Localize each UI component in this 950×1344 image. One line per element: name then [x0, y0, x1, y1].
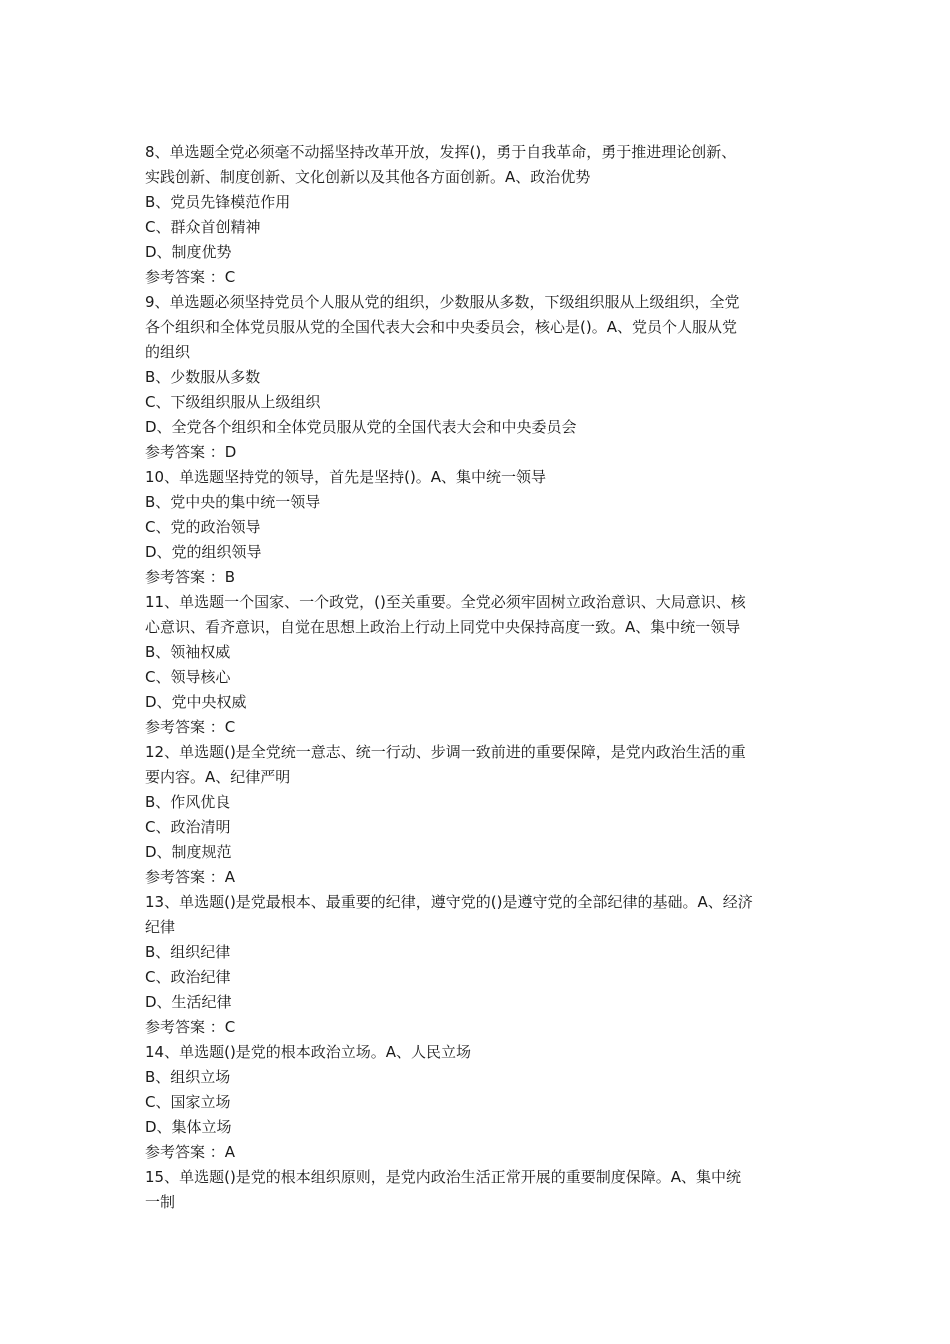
text-line: B、组织纪律 — [145, 943, 231, 961]
text-line: C、政治清明 — [145, 818, 231, 836]
answer-line: 参考答案 ：C — [145, 1018, 236, 1036]
text-line: D、党的组织领导 — [145, 543, 262, 561]
answer-line: 参考答案 ：C — [145, 268, 236, 286]
text-line: C、政治纪律 — [145, 968, 231, 986]
text-line: 纪律 — [145, 918, 176, 936]
text-line: 一制 — [145, 1193, 176, 1211]
text-line: B、党员先锋模范作用 — [145, 193, 291, 211]
text-line: C、国家立场 — [145, 1093, 231, 1111]
text-line: 12、单选题()是全党统一意志、统一行动、步调一致前进的重要保障，是党内政治生活的重 — [145, 743, 746, 761]
text-line: B、作风优良 — [145, 793, 231, 811]
text-line: 9、单选题必须坚持党员个人服从党的组织，少数服从多数，下级组织服从上级组织，全党 — [145, 293, 740, 311]
text-line: D、全党各个组织和全体党员服从党的全国代表大会和中央委员会 — [145, 418, 577, 436]
text-line: 8、单选题全党必须毫不动摇坚持改革开放，发挥()，勇于自我革命，勇于推进理论创新、 — [145, 143, 737, 161]
text-line: D、集体立场 — [145, 1118, 232, 1136]
text-line: 要内容。A、纪律严明 — [145, 768, 291, 786]
text-line: 各个组织和全体党员服从党的全国代表大会和中央委员会，核心是()。A、党员个人服从党 — [145, 318, 737, 336]
text-line: B、党中央的集中统一领导 — [145, 493, 321, 511]
answer-line: 参考答案 ：A — [145, 868, 236, 886]
text-line: C、下级组织服从上级组织 — [145, 393, 321, 411]
text-line: B、少数服从多数 — [145, 368, 261, 386]
text-line: D、制度优势 — [145, 243, 232, 261]
text-line: B、组织立场 — [145, 1068, 231, 1086]
document-body — [145, 140, 810, 1215]
text-line: D、生活纪律 — [145, 993, 232, 1011]
answer-line: 参考答案 ：D — [145, 443, 237, 461]
answer-line: 参考答案 ：B — [145, 568, 236, 586]
text-line: D、制度规范 — [145, 843, 232, 861]
answer-line: 参考答案 ：A — [145, 1143, 236, 1161]
text-line: B、领袖权威 — [145, 643, 231, 661]
text-line: 11、单选题一个国家、一个政党，()至关重要。全党必须牢固树立政治意识、大局意识、核 — [145, 593, 746, 611]
text-line: 15、单选题()是党的根本组织原则，是党内政治生活正常开展的重要制度保障。A、集中统 — [145, 1168, 742, 1186]
text-line: 心意识、看齐意识，自觉在思想上政治上行动上同党中央保持高度一致。A、集中统一领导 — [145, 618, 741, 636]
text-line: C、群众首创精神 — [145, 218, 261, 236]
text-line: 的组织 — [145, 343, 191, 361]
text-line: C、领导核心 — [145, 668, 231, 686]
answer-line: 参考答案 ：C — [145, 718, 236, 736]
text-line: D、党中央权威 — [145, 693, 247, 711]
text-line: 10、单选题坚持党的领导，首先是坚持()。A、集中统一领导 — [145, 468, 547, 486]
text-line: 实践创新、制度创新、文化创新以及其他各方面创新。A、政治优势 — [145, 168, 591, 186]
text-line: C、党的政治领导 — [145, 518, 261, 536]
text-line: 14、单选题()是党的根本政治立场。A、人民立场 — [145, 1043, 472, 1061]
text-line: 13、单选题()是党最根本、最重要的纪律，遵守党的()是遵守党的全部纪律的基础。A、经济 — [145, 893, 753, 911]
